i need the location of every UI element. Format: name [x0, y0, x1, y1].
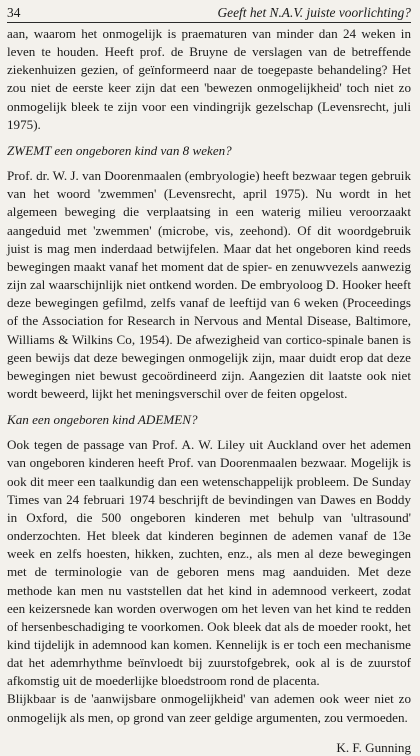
page-number: 34: [7, 5, 21, 20]
running-title: Geeft het N.A.V. juiste voorlichting?: [217, 5, 411, 20]
running-header: [7, 4, 411, 23]
section-heading-zwemt: ZWEMT een ongeboren kind van 8 weken?: [7, 142, 232, 158]
paragraph-zwemmen: Prof. dr. W. J. van Doorenmaalen (embryologie) heeft bezwaar tegen gebruik van het woord 'zwemmen' (Levensrecht, april 1975). Nu wordt in het algemeen beweging die verplaatsing in een waterig milieu veroorzaakt aangeduid met 'zwemmen' (microbe, vis, zeehond). Of dit woordgebruik juist is mag men inderdaad betwijfelen. Maar dat het ongeboren kind reeds bewegingen maakt vanaf het moment dat de spier- en zenuwvezels aanwezig zijn zal waarschijnlijk niet ontkend worden. De embryoloog D. Hooker heeft deze bewegingen gefilmd, zelfs vanaf de leeftijd van 6 weken (Proceedings of the Association for Research in Nervous and Mental Disease, Baltimore, Williams & Wilkins Co, 1954). De afwezigheid van cortico-spinale banen is geen bewijs dat deze bewegingen onmogelijk zijn, maar duidt erop dat deze bewegingen niet bewust gecoördineerd zijn. Aangezien dit laatste ook niet wordt beweerd, lijkt het meningsverschil over de feiten opgelost.: [7, 168, 411, 401]
section-heading-ademen: Kan een ongeboren kind ADEMEN?: [7, 412, 198, 428]
article-body: [7, 25, 411, 727]
paragraph-continuation: aan, waarom het onmogelijk is praematuren van minder dan 24 weken in leven te houden. Heeft prof. de Bruyne de verslagen van de betreffende ziekenhuizen gezien, of geïnformeerd naar de toegepaste behandeling? Het zou niet de eerste keer zijn dat een 'bewezen onmogelijkheid' toch niet zo onmogelijk bleek te zijn voor een vindingrijk gezelschap (Levensrecht, juli 1975).: [7, 26, 411, 132]
paragraph-ademen: Ook tegen de passage van Prof. A. W. Liley uit Auckland over het ademen van ongeboren kinderen heeft Prof. van Doorenmaalen bezwaar. Mogelijk is ook dit meer een taalkundig dan een wetenschappelijk probleem. De Sunday Times van 24 februari 1974 beschrijft de bevindingen van Dawes en Boddy in Oxford, die 500 ongeboren kinderen met behulp van 'ultrasound' onderzochten. Het bleek dat kinderen beginnen de ademen vanaf de 13e week en zelfs hoesten, hikken, zuchten, enz., als men al deze bewegingen met de terminologie van de geboren mens mag aanduiden. Met deze methode kan men nu vaststellen dat het kind in ademnood verkeert, zodat een keizersnede kan worden overwogen om het leven van het kind te redden of hersenbeschadiging te voorkomen. Ook bleek dat als de moeder rookt, het kind tijdelijk in ademnood kan komen. Kennelijk is er toch een mechanisme dat het ademrhythme beïnvloedt bij zuurstofgebrek, ook al is de zuurstof afkomstig uit de moederlijke bloedstroom rond de placenta.: [7, 437, 411, 689]
paragraph-conclusion: Blijkbaar is de 'aanwijsbare onmogelijkheid' van ademen ook weer niet zo onmogelijk als men, op grond van zeer geldige argumenten, zou vermoeden.: [7, 691, 411, 725]
author-signature: K. F. Gunning: [336, 739, 411, 755]
